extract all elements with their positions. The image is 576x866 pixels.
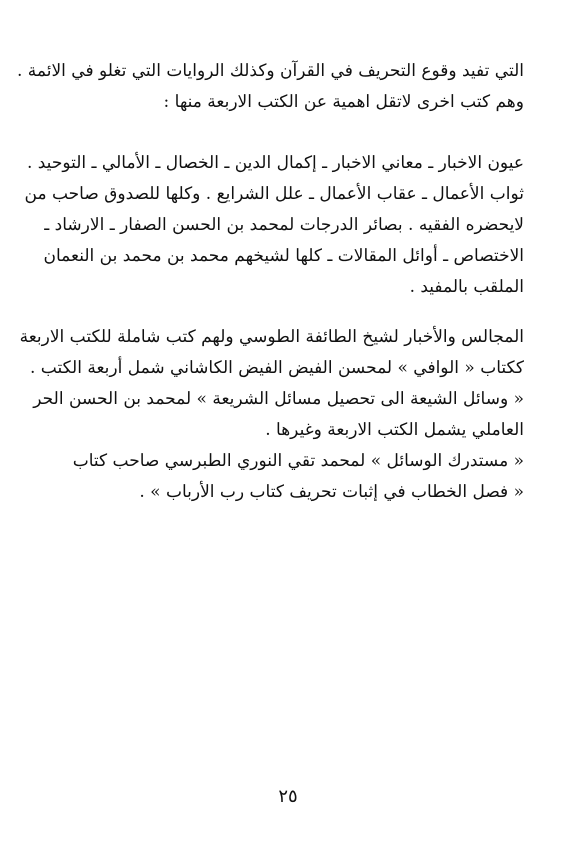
paragraph-1 — [17, 56, 524, 118]
text-line: ككتاب « الوافي » لمحسن الفيض الفيض الكاشاني شمل أربعة الكتب . — [30, 358, 524, 378]
text-line: عيون الاخبار ـ معاني الاخبار ـ إكمال الدين ـ الخصال ـ الأمالي ـ التوحيد . — [26, 153, 524, 173]
text-line: العاملي يشمل الكتب الاربعة وغيرها . — [265, 420, 524, 440]
text-line: المجالس والأخبار لشيخ الطائفة الطوسي ولهم كتب شاملة للكتب الاربعة — [19, 327, 524, 347]
text-line: « مستدرك الوسائل » لمحمد تقي النوري الطبرسي صاحب كتاب — [72, 451, 524, 471]
text-line: ثواب الأعمال ـ عقاب الأعمال ـ علل الشرايع . وكلها للصدوق صاحب من — [24, 184, 524, 204]
text-line: الملقب بالمفيد . — [409, 277, 524, 297]
page-number: ٢٥ — [278, 786, 298, 807]
text-line: وهم كتب اخرى لاتقل اهمية عن الكتب الاربعة منها : — [163, 92, 524, 112]
text-line: لايحضره الفقيه . بصائر الدرجات لمحمد بن الحسن الصفار ـ الارشاد ـ — [44, 215, 524, 235]
text-line: « وسائل الشيعة الى تحصيل مسائل الشريعة » لمحمد بن الحسن الحر — [33, 389, 524, 409]
text-line: التي تفيد وقوع التحريف في القرآن وكذلك الروايات التي تغلو في الائمة . — [17, 61, 524, 81]
text-line: الاختصاص ـ أوائل المقالات ـ كلها لشيخهم محمد بن محمد بن النعمان — [43, 246, 524, 266]
paragraph-2 — [24, 148, 524, 303]
paragraph-3 — [19, 322, 524, 508]
text-line: « فصل الخطاب في إثبات تحريف كتاب رب الأرباب » . — [139, 482, 524, 502]
